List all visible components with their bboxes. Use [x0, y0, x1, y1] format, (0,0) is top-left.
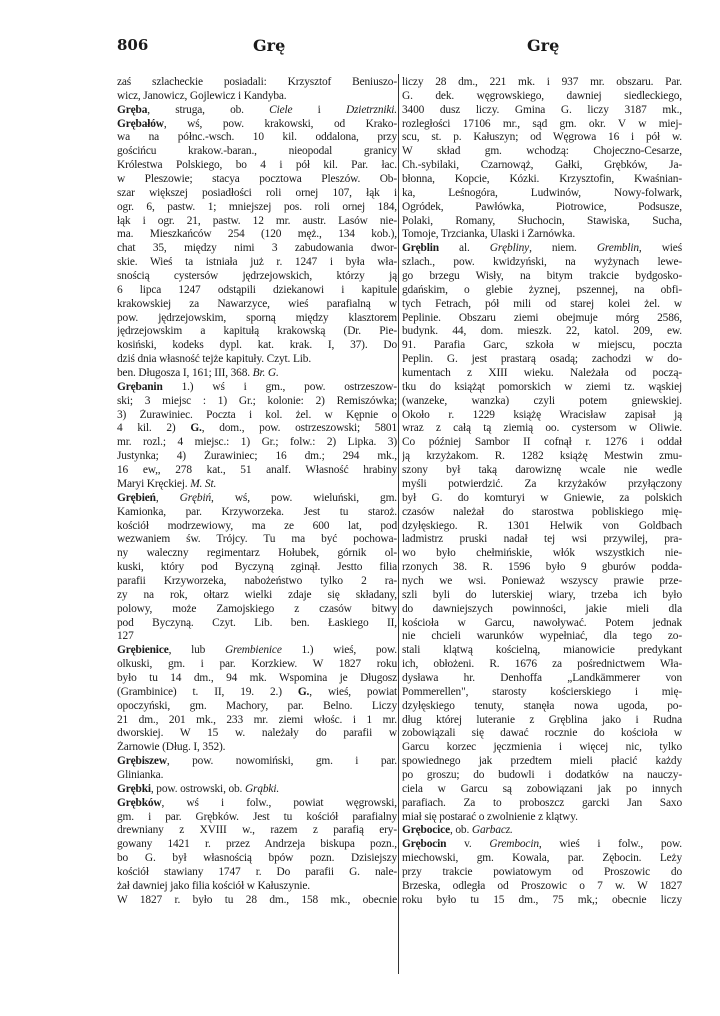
line-text: , lub [168, 644, 225, 657]
italic-text: Ciele [269, 103, 293, 116]
text-line [402, 686, 682, 700]
text-line [117, 617, 397, 631]
text-line [402, 783, 682, 797]
text-line [402, 547, 682, 561]
text-line [402, 118, 682, 132]
line-text: szar większej posiadłości roli ornej 107, łąk i [117, 186, 397, 199]
line-text: ją krzyżakom. R. 1282 książę Mestwin zmu- [402, 450, 682, 463]
text-line [402, 312, 682, 326]
line-text: Co później Sambor II cofnął r. 1276 i oddał [402, 436, 682, 449]
text-line [117, 422, 397, 436]
line-text: po groszu; do budowli i dodatków na nauczy- [402, 768, 682, 781]
line-text: ny waleczny regimentarz Hołubek, górnik ol- [117, 547, 397, 560]
line-text: (Grambinice) t. II, 19. 2.) [117, 685, 298, 698]
line-text: snością cystersów jędrzejowskich, którzy ją [117, 270, 397, 283]
line-text: drewniany z XVIII w., razem z parafią ery- [117, 824, 397, 837]
text-line [402, 824, 682, 838]
text-line [117, 256, 397, 270]
line-text: Kamionka, par. Krzyworzeka. Jest tu staroż. [117, 505, 397, 518]
text-line [402, 700, 682, 714]
text-line [402, 755, 682, 769]
line-text: , wieś i folw., pow. [538, 838, 682, 851]
entry-headword: Gręblin [402, 242, 439, 255]
italic-text: Grembienice [224, 644, 282, 657]
line-text: gdańskim, o glebie żyznej, pszennej, na obfi- [402, 283, 682, 296]
text-line [402, 727, 682, 741]
line-text: scu, st. p. Kałuszyn; od Węgrowa 16 i pół w. [402, 131, 682, 144]
text-line [117, 506, 397, 520]
line-text: 16 ew,, 278 kat., 51 analf. Własność hrabiny [117, 464, 397, 477]
text-line [402, 797, 682, 811]
line-text: ladmistrz pruski nadał tej wsi przywilej, pra- [402, 533, 682, 546]
text-line [402, 104, 682, 118]
line-text: , wś, pow. krakowski, od Krako- [163, 117, 397, 130]
text-line [117, 561, 397, 575]
text-line [117, 298, 397, 312]
text-line [402, 187, 682, 201]
line-text: 91. Parafia Garc, szkoła w miejscu, poczta [402, 339, 682, 352]
text-line [117, 741, 397, 755]
italic-text: Br. G. [252, 367, 279, 380]
entry-headword: Grębki [117, 782, 151, 795]
line-text: nie chcieli warunków wypełniać, dla tego zo- [402, 630, 682, 643]
text-line [117, 783, 397, 797]
text-line [402, 270, 682, 284]
line-text: , [155, 491, 180, 504]
text-line [117, 76, 397, 90]
text-line [117, 824, 397, 838]
entry-headword: Grębocice [402, 824, 450, 837]
entry-headword: Grębocin [402, 838, 447, 851]
line-text: dzyłęskiego tenuty, stanęła nowa ugoda, po- [402, 699, 682, 712]
line-text: chat 35, między nimi 3 zabudowania dwor- [117, 242, 397, 255]
text-line [402, 436, 682, 450]
text-line [117, 672, 397, 686]
text-line [117, 658, 397, 672]
entry-headword: Gręba [117, 103, 148, 116]
line-text: ogr. 6, pastw. 1; mniejszej pos. roli ornej 184, [117, 200, 397, 213]
text-line [117, 90, 397, 104]
text-line [117, 686, 397, 700]
italic-text: Gremblin [596, 242, 639, 255]
text-line [117, 353, 397, 367]
text-line [117, 464, 397, 478]
italic-text: Grębliny [489, 242, 530, 255]
text-line [117, 894, 397, 908]
text-line [402, 325, 682, 339]
text-line [117, 381, 397, 395]
line-text: , dom., pow. ostrzeszowski; 5801 [201, 422, 397, 435]
text-line [402, 658, 682, 672]
column-divider [398, 74, 399, 974]
line-text: krakowskiej za Nawarzyce, wieś parafialną w [117, 297, 397, 310]
text-line [117, 838, 397, 852]
line-text: w Pleszowie; stacya pocztowa Pleszów. Ob- [117, 173, 397, 186]
line-text: i [292, 103, 346, 116]
line-text: wicz, Janowicz, Gojlewicz i Kandyba. [117, 89, 287, 102]
line-text: liczy 28 dm., 221 mk. i 937 mr. obszaru. Par. [402, 76, 682, 88]
italic-text: Grąbki. [244, 782, 280, 795]
text-line [117, 131, 397, 145]
line-text: Tomoje, Trzcianka, Ulaski i Żarnówka. [402, 228, 576, 241]
line-text: Żarnowie (Dług. I, 352). [117, 741, 226, 754]
text-line [117, 312, 397, 326]
line-text: (wanzeke, wanzka) czyli potem gniewskiej. [402, 394, 682, 407]
line-text: kościół stawiany 1747 r. Do parafii G. nale- [117, 865, 397, 878]
line-text: wraz z całą tą ziemią oo. cystersom w Oliwie. [402, 422, 682, 435]
text-line [402, 409, 682, 423]
line-text: Brzeska, odległa od Proszowic o 7 w. W 1827 [402, 879, 682, 892]
text-line [117, 866, 397, 880]
line-text: kosiński, kodeks dypl. kat. krak. I, 37). Do [117, 339, 397, 352]
page-number: 806 [117, 36, 149, 54]
line-text: Peplinie. Obszaru ziemi obejmuje mórg 2586, [402, 311, 682, 324]
line-text: przy trakcie powiatowym od Proszowic do [402, 865, 682, 878]
line-text: był G. do komturyi w Gniewie, za polskich [402, 491, 682, 504]
text-line [117, 325, 397, 339]
text-line [117, 644, 397, 658]
text-line [402, 617, 682, 631]
line-text: myśli potwierdzić. Za krzyżaków przyłączony [402, 477, 682, 490]
text-line [117, 242, 397, 256]
text-line [117, 727, 397, 741]
text-line [402, 520, 682, 534]
line-text: pow. jędrzejowskim, sporną między klasztorem [117, 311, 397, 324]
line-text: Królestwa Polskiego, bo 4 i pół kil. Par. łac. [117, 159, 397, 172]
line-text: , struga, ob. [147, 103, 270, 116]
text-line [402, 201, 682, 215]
line-text: jędrzejowskim a kapitułą krakowską (Dr. Pie- [117, 325, 397, 338]
text-line [117, 215, 397, 229]
line-text: , wieś [638, 242, 682, 255]
page-header [0, 36, 720, 58]
line-text: olkuski, gm. i par. Korzkiew. W 1827 roku [117, 658, 397, 671]
text-line [402, 339, 682, 353]
line-text: Ogródek, Pawłówka, Piotrowice, Podsusze, [402, 200, 682, 213]
line-text: bo G. był własnością bpów pozn. Dzisiejszy [117, 852, 397, 865]
line-text: , ob. [449, 824, 472, 837]
text-line [117, 145, 397, 159]
line-text: 6 lipca 1247 odstąpili dziekanowi i kapitule [117, 283, 397, 296]
text-line [402, 353, 682, 367]
text-line [117, 603, 397, 617]
text-line [117, 880, 397, 894]
entry-headword: Grębałów [117, 117, 164, 130]
line-text: polowy, może Zamojskiego z czasów bitwy [117, 602, 397, 615]
text-line [117, 339, 397, 353]
text-line [402, 630, 682, 644]
line-text: zobowiązali się dawać rocznie do kościoła w [402, 727, 682, 740]
text-line [402, 367, 682, 381]
text-line [402, 256, 682, 270]
text-line [117, 104, 397, 118]
text-line [117, 533, 397, 547]
text-line [117, 575, 397, 589]
line-text: dzyłęskiego. R. 1301 Helwik von Goldbach [402, 519, 682, 532]
text-line [402, 395, 682, 409]
line-text: miał się postarać o zwolnienie z klątwy. [402, 810, 578, 823]
line-text: było tu 14 dm., 94 mk. Wspomina je Długosz [117, 671, 397, 684]
line-text: wa na półnc.-wsch. 10 kil. oddalona, przy [117, 131, 397, 144]
line-text: , pow. ostrowski, ob. [150, 782, 245, 795]
line-text: kościół modrzewiowy, ma ze 600 lat, pod [117, 519, 397, 532]
text-line [402, 422, 682, 436]
text-line [117, 409, 397, 423]
line-text: kuski, który pod Byczyną zginął. Jestto filia [117, 561, 397, 574]
line-text: rozległości 17106 mr., sąd gm. okr. V w miej- [402, 117, 682, 130]
entry-headword: Grębienice [117, 644, 169, 657]
text-line [402, 672, 682, 686]
text-line [402, 492, 682, 506]
text-line [402, 561, 682, 575]
line-text: 127 [117, 630, 134, 643]
line-text: do dawniejszych powinności, jakie mieli dla [402, 602, 682, 615]
text-line [117, 811, 397, 825]
line-text: G. dek. węgrowskiego, dawniej siedleckiego, [402, 89, 682, 102]
line-text: ben. Długosza I, 161; III, 368. [117, 367, 253, 380]
text-line [117, 450, 397, 464]
text-line [117, 201, 397, 215]
line-text: Glinianka. [117, 768, 164, 781]
line-text: miechowski, gm. Kowala, par. Zębocin. Leży [402, 852, 682, 865]
line-text: kościoła w Garcu, nawoływać. Potem jednak [402, 616, 682, 629]
line-text: żał dawniej jako filia kościół w Kałuszynie. [117, 879, 310, 892]
line-text: zy na rok, ołtarz wielki zdaje się składany, [117, 588, 397, 601]
text-line [402, 298, 682, 312]
text-line [402, 450, 682, 464]
line-text: ski; 3 miejsc : 1) Gr.; kolonie: 2) Remiszówka; [117, 394, 397, 407]
italic-text: Dzietrzniki. [345, 103, 397, 116]
italic-text: Grembocin [489, 838, 539, 851]
text-line [117, 589, 397, 603]
text-line [402, 866, 682, 880]
text-line [402, 603, 682, 617]
entry-headword: Grębków [117, 796, 162, 809]
entry-headword: G. [190, 422, 202, 435]
text-line [117, 714, 397, 728]
text-line [402, 242, 682, 256]
line-text: szli byli do luterskiej wiary, trzeba ich było [402, 588, 682, 601]
text-line [402, 644, 682, 658]
text-line [402, 478, 682, 492]
entry-headword: G. [297, 685, 310, 698]
text-line [402, 284, 682, 298]
line-text: budynk. 44, dom. mieszk. 22, katol. 209, ew. [402, 325, 682, 338]
running-head-left: Grę [253, 36, 286, 55]
text-line [117, 492, 397, 506]
italic-text: Garbacz. [471, 824, 513, 837]
line-text: , wś i folw., powiat węgrowski, [161, 796, 397, 809]
text-line [402, 90, 682, 104]
line-text: 21 dm., 201 mk., 233 mr. ziemi włośc. i 1 mr. [117, 713, 397, 726]
text-line [402, 852, 682, 866]
line-text: mr. rozl.; 4 miejsc.: 1) Gr.; folw.: 2) Lipka. 3) [117, 436, 397, 449]
line-text: stali klątwą kościelną, mianowicie predykant [402, 644, 682, 657]
line-text: błonna, Kopcie, Kózki. Krzysztofin, Kwaśnian- [402, 173, 682, 186]
line-text: szony był taką darowiznę wcale nie wedle [402, 464, 682, 477]
line-text: 3) Żurawiniec. Poczta i kol. żel. w Kępnie o [117, 408, 397, 421]
line-text: gościńcu krakow.-baran., nieopodal granicy [117, 145, 397, 158]
text-line [402, 589, 682, 603]
text-line [402, 76, 682, 90]
line-text: łąk i ogr. 21, pastw. 12 mr. austr. Lasów nie- [117, 214, 397, 227]
line-text: spowiednego jak przedtem mieli płacić każdy [402, 755, 682, 768]
text-line [402, 215, 682, 229]
text-line [117, 367, 397, 381]
line-text: opoczyński, gm. Machory, par. Belno. Liczy [117, 699, 397, 712]
line-text: zaś szlacheckie posiadali: Krzysztof Beniuszo- [117, 76, 397, 88]
text-line [117, 395, 397, 409]
text-line [117, 284, 397, 298]
line-text: pod Byczyną. Czyt. Lib. ben. Łaskiego II, [117, 616, 397, 629]
text-line [117, 852, 397, 866]
line-text: nych we wsi. Ponieważ wszyscy prawie prze- [402, 574, 682, 587]
entry-headword: Grębiszew [117, 755, 167, 768]
line-text: go brzegu Wisły, na bitym trakcie bydgosko- [402, 270, 682, 283]
line-text: szlach., pow. kwidzyński, na wyżynach lewe- [402, 256, 682, 269]
line-text: W 1827 r. było tu 28 dm., 158 mk., obecnie [117, 893, 397, 906]
line-text: ka, Leśnogóra, Ludwinów, Nowy-folwark, [402, 186, 682, 199]
text-line [117, 159, 397, 173]
text-line [117, 520, 397, 534]
line-text: tych Fetrach, pół mili od starej kolei żel. w [402, 297, 682, 310]
entry-headword: Grębanin [117, 380, 163, 393]
line-text: dziś dnia własność tejże kapituły. Czyt. Lib. [117, 353, 312, 366]
line-text: v. [446, 838, 490, 851]
text-line [402, 714, 682, 728]
line-text: W skład gm. wchodzą: Chojeczno-Cesarze, [402, 145, 682, 158]
text-line [402, 145, 682, 159]
line-text: 4 kil. 2) [117, 422, 191, 435]
line-text: Justynka; 4) Żurawiniec; 16 dm.; 294 mk., [117, 450, 397, 463]
line-text: czasów należał do starostwa pobliskiego mię- [402, 505, 682, 518]
text-line [117, 270, 397, 284]
line-text: Polaki, Romany, Słuchocin, Stawiska, Sucha, [402, 214, 682, 227]
left-column [117, 76, 397, 976]
text-line [402, 533, 682, 547]
text-line [402, 131, 682, 145]
text-line [117, 769, 397, 783]
italic-text: M. St. [190, 477, 217, 490]
line-text: wo było chełmińskie, włók wszystkich nie- [402, 547, 682, 560]
text-line [117, 797, 397, 811]
text-line [402, 741, 682, 755]
text-line [402, 575, 682, 589]
line-text: , wś, pow. wieluński, gm. [211, 491, 397, 504]
line-text: ma. Mieszkańców 254 (120 męż., 134 kob.), [117, 228, 397, 241]
text-line [117, 700, 397, 714]
line-text: ich, obłożeni. R. 1676 za pośrednictwem Wła- [402, 658, 682, 671]
text-line [402, 894, 682, 908]
line-text: tku do książąt pomorskich w ziemi tz. wąskiej [402, 380, 682, 393]
line-text: , wieś, powiat [309, 685, 397, 698]
line-text: kumentach z XIII wieku. Należała od począ- [402, 367, 682, 380]
line-text: dworskiej. W 15 w. należały do parafii w [117, 727, 397, 740]
line-text: dysława hr. Denhoffa „Landkämmerer von [402, 671, 682, 684]
line-text: Peplin. G. jest prastarą osadą; zachodzi w do- [402, 353, 682, 366]
text-line [402, 769, 682, 783]
line-text: Około r. 1229 książę Wracisław zapisał ją [402, 408, 682, 421]
line-text: gm. i par. Grębków. Jest tu kościół parafialny [117, 810, 397, 823]
text-line [117, 187, 397, 201]
text-line [117, 436, 397, 450]
line-text: skie. Wieś ta istniała już r. 1247 i była wła- [117, 256, 397, 269]
italic-text: Grębiń [179, 491, 212, 504]
running-head-right: Grę [527, 36, 560, 55]
text-line [402, 880, 682, 894]
line-text: dług której luteranie z Gręblina jako i Rudna [402, 713, 682, 726]
text-line [117, 547, 397, 561]
line-text: Ch.-sybilaki, Czarnowąż, Gałki, Grębków, Ja- [402, 159, 682, 172]
text-line [117, 118, 397, 132]
line-text: gowany 1421 r. przez Andrzeja biskupa pozn., [117, 838, 397, 851]
line-text: 1.) wś i gm., pow. ostrzeszow- [162, 380, 397, 393]
line-text: roku było tu 15 dm., 75 mk,; obecnie liczy [402, 893, 682, 906]
line-text: Pommerellen", starosty kościerskiego i mię- [402, 685, 682, 698]
text-line [117, 630, 397, 644]
text-line [402, 811, 682, 825]
line-text: parafiach. Za to proboszcz garcki Jan Saxo [402, 796, 682, 809]
text-line [402, 464, 682, 478]
line-text: wezwaniem św. Trójcy. Tu ma być pochowa- [117, 533, 397, 546]
line-text: , niem. [529, 242, 597, 255]
right-column [402, 76, 682, 976]
text-line [117, 228, 397, 242]
text-line [402, 173, 682, 187]
text-line [402, 228, 682, 242]
line-text: 3400 dusz liczy. Gmina G. liczy 3187 mk., [402, 103, 682, 116]
line-text: al. [438, 242, 490, 255]
line-text: Garcu korzec jęczmienia i więcej nic, tylko [402, 741, 682, 754]
line-text: ciela w Garcu są zobowiązani jak po innych [402, 782, 682, 795]
text-line [117, 173, 397, 187]
text-line [402, 506, 682, 520]
line-text: , pow. nowomiński, gm. i par. [166, 755, 397, 768]
text-line [402, 159, 682, 173]
text-line [117, 755, 397, 769]
line-text: parafii Krzyworzeka, nabożeństwo tylko 2 ra- [117, 574, 397, 587]
text-line [402, 381, 682, 395]
entry-headword: Grębień [117, 491, 156, 504]
text-line [402, 838, 682, 852]
text-line [117, 478, 397, 492]
line-text: 1.) wieś, pow. [281, 644, 397, 657]
line-text: rzonych 38. R. 1596 było 9 gburów podda- [402, 561, 682, 574]
line-text: Maryi Kręckiej. [117, 477, 191, 490]
